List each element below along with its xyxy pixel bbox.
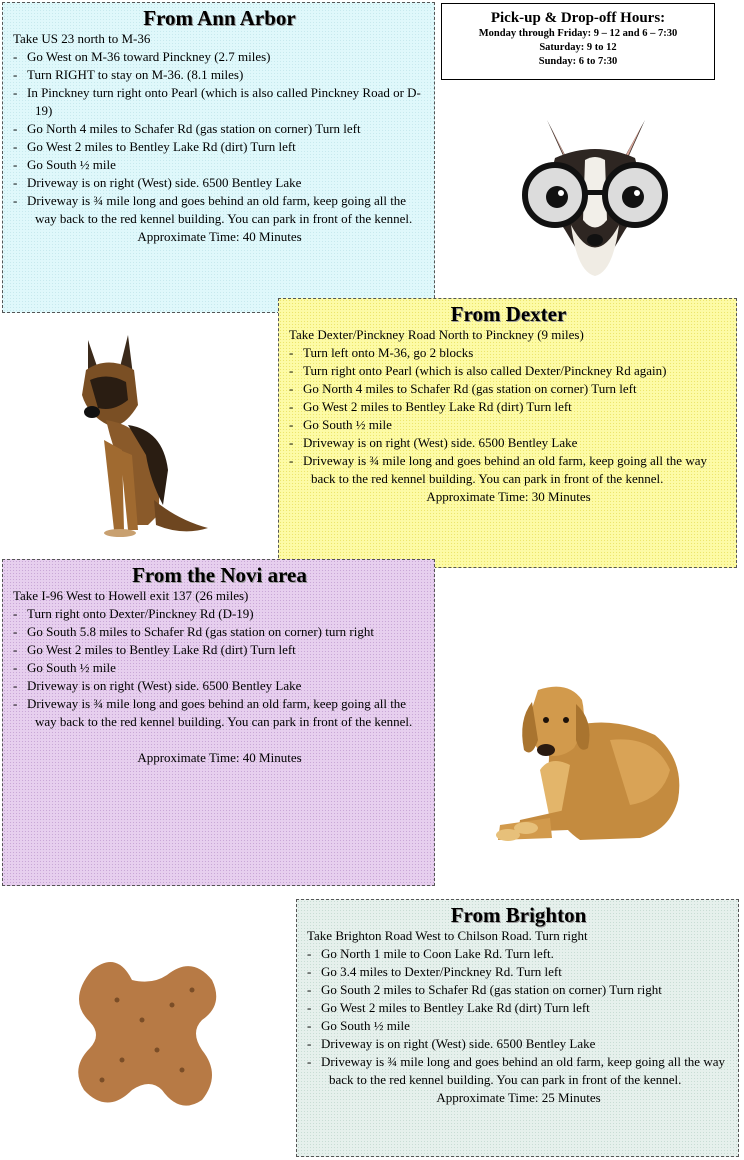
hours-saturday: Saturday: 9 to 12: [539, 42, 617, 53]
dexter-approx-time: Approximate Time: 30 Minutes: [426, 489, 591, 504]
hours-sunday: Sunday: 6 to 7:30: [538, 56, 618, 67]
novi-section: [2, 559, 435, 886]
list-item: - Go South ½ mile: [307, 1018, 410, 1033]
novi-approx-time: Approximate Time: 40 Minutes: [137, 750, 302, 765]
brighton-intro: Take Brighton Road West to Chilson Road. Turn right: [307, 928, 588, 943]
list-item: - Driveway is ¾ mile long and goes behind an old farm, keep going all the way back to the red kennel building. You can park in front of the kennel.: [13, 193, 413, 226]
brighton-section: [296, 899, 739, 1157]
list-item: - Go South 5.8 miles to Schafer Rd (gas station on corner) turn right: [13, 624, 374, 639]
ann-arbor-title: From Ann Arbor: [143, 6, 296, 30]
hours-title: Pick-up & Drop-off Hours:: [490, 10, 666, 26]
hours-weekday: Monday through Friday: 9 – 12 and 6 – 7:30: [478, 28, 678, 39]
dexter-steps: [289, 344, 728, 488]
list-item: - Go West 2 miles to Bentley Lake Rd (dirt) Turn left: [289, 399, 572, 414]
dog-bone-biscuit-image: [62, 950, 232, 1115]
ann-arbor-steps: [13, 48, 426, 228]
list-item: - Go West on M-36 toward Pinckney (2.7 miles): [13, 49, 271, 64]
list-item: - Go West 2 miles to Bentley Lake Rd (dirt) Turn left: [307, 1000, 590, 1015]
ann-arbor-approx-time: Approximate Time: 40 Minutes: [137, 229, 302, 244]
dexter-title: From Dexter: [450, 302, 567, 326]
list-item: - Turn RIGHT to stay on M-36. (8.1 miles): [13, 67, 244, 82]
list-item: - Driveway is ¾ mile long and goes behind an old farm, keep going all the way back to the red kennel building. You can park in front of the kennel.: [307, 1054, 725, 1087]
list-item: - Go South ½ mile: [289, 417, 392, 432]
list-item: - Go North 4 miles to Schafer Rd (gas station on corner) Turn left: [13, 121, 361, 136]
list-item: - Go West 2 miles to Bentley Lake Rd (dirt) Turn left: [13, 139, 296, 154]
list-item: - Go South ½ mile: [13, 660, 116, 675]
novi-steps: [13, 605, 426, 731]
brighton-title: From Brighton: [450, 903, 587, 927]
german-shepherd-image: [68, 330, 213, 540]
list-item: - Go North 1 mile to Coon Lake Rd. Turn left.: [307, 946, 554, 961]
list-item: - Turn right onto Dexter/Pinckney Rd (D-19): [13, 606, 254, 621]
brighton-steps: [307, 945, 730, 1089]
novi-intro: Take I-96 West to Howell exit 137 (26 miles): [13, 588, 249, 603]
list-item: - Turn right onto Pearl (which is also called Dexter/Pinckney Rd again): [289, 363, 667, 378]
brighton-approx-time: Approximate Time: 25 Minutes: [436, 1090, 601, 1105]
dexter-intro: Take Dexter/Pinckney Road North to Pinckney (9 miles): [289, 327, 584, 342]
golden-retriever-image: [490, 680, 690, 855]
chihuahua-image: [495, 100, 695, 280]
list-item: - Go South ½ mile: [13, 157, 116, 172]
dexter-section: [278, 298, 737, 568]
list-item: - Driveway is on right (West) side. 6500 Bentley Lake: [13, 678, 302, 693]
novi-title: From the Novi area: [132, 563, 307, 587]
list-item: - Driveway is on right (West) side. 6500 Bentley Lake: [289, 435, 578, 450]
list-item: - Driveway is on right (West) side. 6500 Bentley Lake: [307, 1036, 596, 1051]
ann-arbor-intro: Take US 23 north to M-36: [13, 31, 151, 46]
ann-arbor-section: [2, 2, 435, 313]
hours-box: [441, 3, 715, 80]
list-item: - Driveway is ¾ mile long and goes behind an old farm, keep going all the way back to the red kennel building. You can park in front of the kennel.: [289, 453, 707, 486]
list-item: - Turn left onto M-36, go 2 blocks: [289, 345, 474, 360]
list-item: - Go West 2 miles to Bentley Lake Rd (dirt) Turn left: [13, 642, 296, 657]
list-item: - Driveway is on right (West) side. 6500 Bentley Lake: [13, 175, 302, 190]
list-item: - In Pinckney turn right onto Pearl (which is also called Pinckney Road or D-19): [13, 85, 421, 118]
list-item: - Go South 2 miles to Schafer Rd (gas station on corner) Turn right: [307, 982, 662, 997]
list-item: - Driveway is ¾ mile long and goes behind an old farm, keep going all the way back to the red kennel building. You can park in front of the kennel.: [13, 696, 413, 729]
list-item: - Go North 4 miles to Schafer Rd (gas station on corner) Turn left: [289, 381, 637, 396]
list-item: - Go 3.4 miles to Dexter/Pinckney Rd. Turn left: [307, 964, 562, 979]
